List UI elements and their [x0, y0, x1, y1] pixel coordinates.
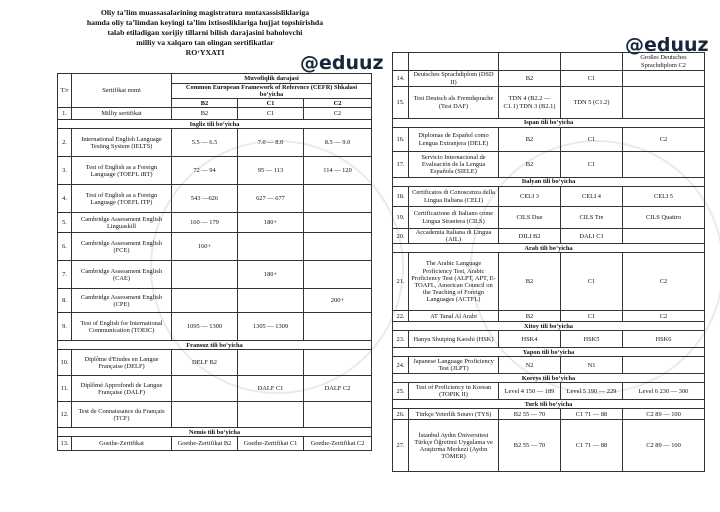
level-c1-value: C1: [561, 253, 623, 311]
level-c1-value: [238, 350, 304, 376]
level-c2-value: [304, 313, 372, 341]
level-c1-value: DALI C1: [561, 229, 623, 244]
section-row: [393, 322, 705, 331]
level-b2-value: B2 55 — 70: [499, 409, 561, 420]
level-c1-value: TDN 5 (C1.2): [561, 87, 623, 119]
level-c1-value: DALF C1: [238, 376, 304, 402]
certificate-name: The Arabic Language Proficiency Test, Arabic Proficiency Test (ALPT, APT, E-TOAFL, American Council on the Teaching of Foreign Languages (ACTFL): [409, 253, 499, 311]
level-c1-value: [238, 233, 304, 261]
level-c1-value: Goethe-Zertifikat C1: [238, 437, 304, 451]
col-header-no: T/r: [58, 74, 72, 108]
row-number: 5.: [58, 213, 72, 233]
section-label: Turk tili bo‘yicha: [393, 400, 705, 409]
row-number: 3.: [58, 157, 72, 185]
level-c2-value: [623, 229, 705, 244]
level-c2-value: [304, 185, 372, 213]
certificate-name: Test of English as a Foreign Language (TOEFL ITP): [72, 185, 172, 213]
level-c1-value: C1 71 — 88: [561, 409, 623, 420]
level-c1-value: C1: [561, 152, 623, 178]
level-c2-value: [304, 233, 372, 261]
row-number: 13.: [58, 437, 72, 451]
level-c1-value: [238, 289, 304, 313]
section-row: [393, 244, 705, 253]
row-number: 12.: [58, 402, 72, 428]
level-b2-value: Level 4 150 — 189: [499, 383, 561, 400]
table-row: [58, 376, 372, 402]
right-table-body: [393, 53, 705, 472]
certificate-table-left: [57, 73, 372, 451]
level-b2-value: B2: [499, 152, 561, 178]
certificate-name: Cambridge Assessment English (FCE): [72, 233, 172, 261]
level-c2-value: C2: [623, 128, 705, 152]
level-b2-value: B2: [172, 108, 238, 120]
level-c2-value: Großes Deutsches Sprachdiplom C2: [623, 53, 705, 71]
level-b2-value: CELI 3: [499, 187, 561, 207]
certificate-name: Certificazione di Italiano come Lingua Straniera (CILS): [409, 207, 499, 229]
title-line: RO‘YXATI: [185, 48, 225, 57]
certificate-name: Cambridge Assessment English (CAE): [72, 261, 172, 289]
document-title: [40, 8, 370, 58]
level-c1-value: 180+: [238, 261, 304, 289]
section-label: Nemis tili bo‘yicha: [58, 428, 372, 437]
section-label: Xitoy tili bo‘yicha: [393, 322, 705, 331]
level-c1-value: 180+: [238, 213, 304, 233]
level-c2-value: Level 6 230 — 300: [623, 383, 705, 400]
certificate-name: Cambridge Assessment English Linguaskill: [72, 213, 172, 233]
level-b2-value: B2: [499, 253, 561, 311]
row-number: 14.: [393, 71, 409, 87]
certificate-name: Milliy sertifikat: [72, 108, 172, 120]
level-c2-value: HSK6: [623, 331, 705, 348]
row-number: 25.: [393, 383, 409, 400]
certificate-name: Diplomas de Español como Lengua Extranjera (DELE): [409, 128, 499, 152]
table-row: [393, 128, 705, 152]
level-c2-value: C2: [623, 253, 705, 311]
certificate-name: Japanese Language Proficiency Test (JLPT): [409, 357, 499, 374]
section-row: [393, 119, 705, 128]
level-c2-value: [304, 261, 372, 289]
row-number: 2.: [58, 129, 72, 157]
level-c2-value: [304, 213, 372, 233]
level-c2-value: CELI 5: [623, 187, 705, 207]
table-row: [58, 437, 372, 451]
table-row: [393, 152, 705, 178]
col-header-b2: B2: [172, 99, 238, 108]
level-b2-value: [172, 402, 238, 428]
level-c2-value: C2 89 — 100: [623, 420, 705, 472]
level-c1-value: [561, 53, 623, 71]
level-c2-value: [623, 71, 705, 87]
certificate-name: Test of English as a Foreign Language (TOEFL iBT): [72, 157, 172, 185]
eduuz-watermark-label: @eduuz: [300, 52, 384, 74]
table-row: [393, 71, 705, 87]
col-header-name: Sertifikat nomi: [72, 74, 172, 108]
table-row: [58, 313, 372, 341]
certificate-table-right: [392, 52, 705, 472]
certificate-name: Deutsches Sprachdiplom (DSD II): [409, 71, 499, 87]
certificate-name: Test of Proficiency in Korean (TOPIK II): [409, 383, 499, 400]
level-b2-value: B2: [499, 311, 561, 322]
certificate-name: AT Tanal Al Arabi: [409, 311, 499, 322]
row-number: 10.: [58, 350, 72, 376]
table-row: [393, 87, 705, 119]
table-row: [58, 402, 372, 428]
level-c2-value: [304, 350, 372, 376]
level-c2-value: DALF C2: [304, 376, 372, 402]
table-row: [393, 420, 705, 472]
table-row: [58, 350, 372, 376]
row-number: 8.: [58, 289, 72, 313]
certificate-name: Test de Connaissance du Français (TCF): [72, 402, 172, 428]
certificate-name: Test of English for International Communication (TOEIC): [72, 313, 172, 341]
level-c2-value: [304, 402, 372, 428]
certificate-name: İstanbul Aydın Üniversitesi Türkçe Öğretimi Uygulama ve Araştırma Merkezi (Aydın TÖMER): [409, 420, 499, 472]
row-number: 7.: [58, 261, 72, 289]
level-c2-value: [623, 152, 705, 178]
level-c1-value: CILS Tre: [561, 207, 623, 229]
row-number: 18.: [393, 187, 409, 207]
row-number: 1.: [58, 108, 72, 120]
table-row: [393, 409, 705, 420]
section-row: [393, 348, 705, 357]
table-row: [58, 185, 372, 213]
level-c2-value: 8.5 — 9.0: [304, 129, 372, 157]
row-number: [393, 53, 409, 71]
row-number: 17.: [393, 152, 409, 178]
level-b2-value: [172, 289, 238, 313]
level-b2-value: N2: [499, 357, 561, 374]
level-c1-value: N1: [561, 357, 623, 374]
certificate-name: International English Language Testing System (IELTS): [72, 129, 172, 157]
table-row: [58, 289, 372, 313]
level-c1-value: HSK5: [561, 331, 623, 348]
certificate-name: Hanyu Shuiping Kaoshi (HSK): [409, 331, 499, 348]
level-c1-value: C1: [561, 311, 623, 322]
table-row: [393, 357, 705, 374]
certificate-name: Goethe-Zertifikat: [72, 437, 172, 451]
row-number: 21.: [393, 253, 409, 311]
level-b2-value: [172, 261, 238, 289]
row-number: 16.: [393, 128, 409, 152]
certificate-name: Certificatos di Conoscenza della Lingua Italiana (CELI): [409, 187, 499, 207]
level-b2-value: Goethe-Zertifikat B2: [172, 437, 238, 451]
level-c2-value: Goethe-Zertifikat C2: [304, 437, 372, 451]
certificate-name: Accademia Italiana di Lingua (AIL): [409, 229, 499, 244]
level-b2-value: DILI B2: [499, 229, 561, 244]
table-row: [393, 207, 705, 229]
row-number: 23.: [393, 331, 409, 348]
level-c2-value: 200+: [304, 289, 372, 313]
level-b2-value: HSK4: [499, 331, 561, 348]
level-b2-value: 160 — 179: [172, 213, 238, 233]
level-b2-value: B2 55 — 70: [499, 420, 561, 472]
title-line: talab etiladigan xorijiy tillarni bilish darajasini baholovchi: [107, 28, 303, 37]
row-number: 4.: [58, 185, 72, 213]
table-row: [393, 383, 705, 400]
section-row: [393, 374, 705, 383]
level-c1-value: C1 71 — 88: [561, 420, 623, 472]
level-c1-value: C1: [238, 108, 304, 120]
col-header-compliance: Muvofiqlik darajasi: [172, 74, 372, 84]
level-b2-value: [499, 53, 561, 71]
level-b2-value: TDN 4 (B2.2 — C1.1) TDN 3 (B2.1): [499, 87, 561, 119]
table-row: [393, 331, 705, 348]
level-c1-value: C1: [561, 128, 623, 152]
table-row: [58, 108, 372, 120]
row-number: 22.: [393, 311, 409, 322]
level-c1-value: 95 — 113: [238, 157, 304, 185]
row-number: 27.: [393, 420, 409, 472]
table-row: [393, 53, 705, 71]
level-c2-value: C2: [304, 108, 372, 120]
level-c2-value: C2 89 — 100: [623, 409, 705, 420]
level-b2-value: DELF B2: [172, 350, 238, 376]
row-number: 6.: [58, 233, 72, 261]
left-table-body: [58, 108, 372, 451]
certificate-name: Türkçe Yeterlik Sınavı (TYS): [409, 409, 499, 420]
row-number: 19.: [393, 207, 409, 229]
level-b2-value: B2: [499, 128, 561, 152]
certificate-name: Cambridge Assessment English (CPE): [72, 289, 172, 313]
section-row: [58, 120, 372, 129]
table-row: [58, 213, 372, 233]
section-label: Arab tili bo‘yicha: [393, 244, 705, 253]
section-label: Ingliz tili bo‘yicha: [58, 120, 372, 129]
level-b2-value: B2: [499, 71, 561, 87]
section-label: Ispan tili bo‘yicha: [393, 119, 705, 128]
level-b2-value: 5.5 — 6.5: [172, 129, 238, 157]
section-label: Koreys tili bo‘yicha: [393, 374, 705, 383]
row-number: 11.: [58, 376, 72, 402]
section-label: Italyan tili bo‘yicha: [393, 178, 705, 187]
row-number: 15.: [393, 87, 409, 119]
level-b2-value: CILS Due: [499, 207, 561, 229]
level-b2-value: 72 — 94: [172, 157, 238, 185]
section-row: [58, 428, 372, 437]
title-line: Oliy ta’lim muassasalarining magistratura mutaxassisliklariga: [100, 8, 310, 17]
level-c1-value: [238, 402, 304, 428]
eduuz-watermark-label: @eduuz: [625, 34, 709, 56]
level-c2-value: [623, 87, 705, 119]
col-header-cefr: Common European Framework of Reference (CEFR) Shkalasi bo‘yicha: [172, 84, 372, 99]
section-row: [393, 400, 705, 409]
section-row: [58, 341, 372, 350]
level-c2-value: [623, 357, 705, 374]
level-b2-value: [172, 376, 238, 402]
table-row: [393, 253, 705, 311]
col-header-c2: C2: [304, 99, 372, 108]
table-row: [58, 233, 372, 261]
section-label: Fransuz tili bo‘yicha: [58, 341, 372, 350]
level-c1-value: 1305 — 1309: [238, 313, 304, 341]
level-c1-value: 627 — 677: [238, 185, 304, 213]
col-header-c1: C1: [238, 99, 304, 108]
section-label: Yapon tili bo‘yicha: [393, 348, 705, 357]
row-number: 24.: [393, 357, 409, 374]
level-b2-value: 543 —626: [172, 185, 238, 213]
certificate-name: Test Deutsch als Fremdsprache (Test DAF): [409, 87, 499, 119]
certificate-name: Servicio Internacional de Evaluación de la Lengua Española (SIELE): [409, 152, 499, 178]
row-number: 26.: [393, 409, 409, 420]
certificate-name: Diplômé Approfondi de Langue Française (DALF): [72, 376, 172, 402]
table-row: [58, 157, 372, 185]
level-b2-value: 160+: [172, 233, 238, 261]
title-line: hamda oliy ta’limdan keyingi ta’lim ixtisosliklariga hujjat topshirishda: [86, 18, 324, 27]
section-row: [393, 178, 705, 187]
table-row: [393, 187, 705, 207]
level-c2-value: C2: [623, 311, 705, 322]
row-number: 20.: [393, 229, 409, 244]
table-row: [393, 311, 705, 322]
table-row: [393, 229, 705, 244]
certificate-name: [409, 53, 499, 71]
level-c1-value: CELI 4: [561, 187, 623, 207]
certificate-name: Diplôme d'Etudes en Langue Française (DELF): [72, 350, 172, 376]
row-number: 9.: [58, 313, 72, 341]
level-c2-value: 114 — 120: [304, 157, 372, 185]
table-row: [58, 129, 372, 157]
level-c1-value: Level 5 190 — 229: [561, 383, 623, 400]
title-line: milliy va xalqaro tan olingan sertifikatlar: [136, 38, 274, 47]
level-b2-value: 1095 — 1300: [172, 313, 238, 341]
level-c1-value: C1: [561, 71, 623, 87]
table-row: [58, 261, 372, 289]
level-c2-value: CILS Quattro: [623, 207, 705, 229]
level-c1-value: 7.0 — 8.0: [238, 129, 304, 157]
